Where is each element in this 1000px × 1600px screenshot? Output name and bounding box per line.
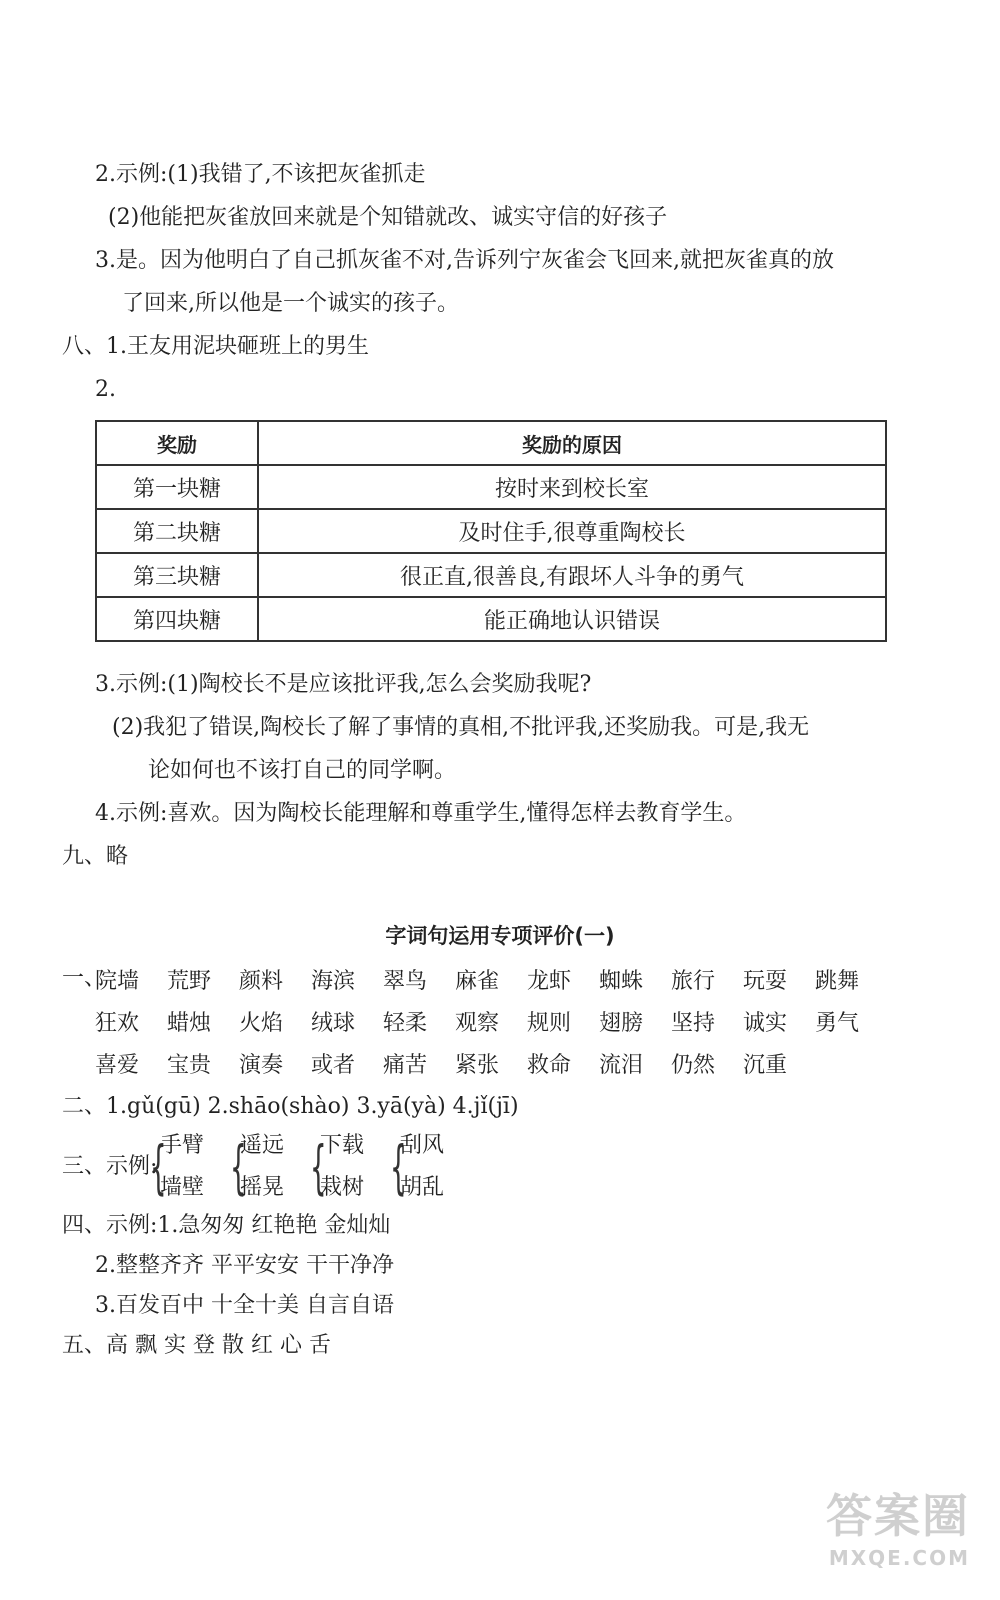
word-item: 绒球 (311, 1011, 356, 1036)
word-item: 观察 (455, 1011, 500, 1036)
pair-word: 下载 (320, 1133, 365, 1158)
table-cell: 第三块糖 (96, 553, 258, 597)
word-item: 院墙 (95, 969, 140, 994)
word-item: 勇气 (815, 1011, 860, 1036)
table-header: 奖励 (96, 421, 258, 465)
word-item: 蜡烛 (167, 1011, 212, 1036)
brace-icon: { (230, 1133, 247, 1201)
text-line: 3.百发百中 十全十美 自言自语 (95, 1293, 394, 1318)
pair-word: 胡乱 (400, 1175, 445, 1200)
table-row (96, 509, 886, 553)
table-header-row (96, 421, 886, 465)
table-row (96, 553, 886, 597)
word-item: 坚持 (671, 1011, 716, 1036)
text-line: 八、1.王友用泥块砸班上的男生 (62, 334, 369, 359)
text-line: 3.示例:(1)陶校长不是应该批评我,怎么会奖励我呢? (95, 672, 592, 697)
table-row (96, 597, 886, 641)
word-item: 演奏 (239, 1053, 284, 1078)
word-item: 诚实 (743, 1011, 788, 1036)
pair-word: 手臂 (160, 1133, 205, 1158)
table-cell: 第一块糖 (96, 465, 258, 509)
word-item: 喜爱 (95, 1053, 140, 1078)
pair-word: 遥远 (240, 1133, 285, 1158)
word-row (95, 1048, 815, 1079)
text-line: 九、略 (62, 844, 129, 869)
word-item: 麻雀 (455, 969, 500, 994)
text-line: 五、高 飘 实 登 散 红 心 舌 (62, 1333, 331, 1358)
word-item: 玩耍 (743, 969, 788, 994)
word-item: 翠鸟 (383, 969, 428, 994)
text-line: 4.示例:喜欢。因为陶校长能理解和尊重学生,懂得怎样去教育学生。 (95, 801, 747, 826)
text-line: 2.整整齐齐 平平安安 干干净净 (95, 1253, 394, 1278)
table-cell: 第四块糖 (96, 597, 258, 641)
question-prefix: 一、 (62, 966, 107, 991)
word-item: 蜘蛛 (599, 969, 644, 994)
text-line: 2.示例:(1)我错了,不该把灰雀抓走 (95, 162, 426, 187)
word-item: 痛苦 (383, 1053, 428, 1078)
pair-word: 墙壁 (160, 1175, 205, 1200)
watermark-text: 答案圈 (826, 1489, 970, 1543)
brace-icon: { (310, 1133, 327, 1201)
text-line: 二、1.gǔ(gū) 2.shāo(shào) 3.yā(yà) 4.jǐ(jī) (62, 1094, 519, 1119)
table-cell: 很正直,很善良,有跟坏人斗争的勇气 (258, 553, 886, 597)
table-row (96, 465, 886, 509)
reward-table (95, 420, 887, 642)
text-line: 了回来,所以他是一个诚实的孩子。 (122, 291, 459, 316)
text-line: 2. (95, 377, 116, 402)
table-cell: 按时来到校长室 (258, 465, 886, 509)
pair-word: 刮风 (400, 1133, 445, 1158)
word-row (95, 964, 887, 995)
table-cell: 能正确地认识错误 (258, 597, 886, 641)
text-line: (2)我犯了错误,陶校长了解了事情的真相,不批评我,还奖励我。可是,我无 (112, 715, 810, 740)
word-item: 海滨 (311, 969, 356, 994)
text-line: (2)他能把灰雀放回来就是个知错就改、诚实守信的好孩子 (108, 205, 668, 230)
word-item: 颜料 (239, 969, 284, 994)
word-row (95, 1006, 887, 1037)
question-prefix: 三、示例: (62, 1154, 158, 1179)
word-item: 仍然 (671, 1053, 716, 1078)
word-item: 跳舞 (815, 969, 860, 994)
table-header: 奖励的原因 (258, 421, 886, 465)
word-item: 沉重 (743, 1053, 788, 1078)
text-line: 论如何也不该打自己的同学啊。 (148, 758, 457, 783)
word-item: 救命 (527, 1053, 572, 1078)
word-item: 宝贵 (167, 1053, 212, 1078)
pair-word: 摇晃 (240, 1175, 285, 1200)
word-item: 旅行 (671, 969, 716, 994)
word-item: 狂欢 (95, 1011, 140, 1036)
table-cell: 第二块糖 (96, 509, 258, 553)
pair-word: 栽树 (320, 1175, 365, 1200)
table-cell: 及时住手,很尊重陶校长 (258, 509, 886, 553)
brace-icon: { (150, 1133, 167, 1201)
word-item: 龙虾 (527, 969, 572, 994)
brace-icon: { (390, 1133, 407, 1201)
word-item: 火焰 (239, 1011, 284, 1036)
section-title: 字词句运用专项评价(一) (385, 924, 615, 948)
text-line: 四、示例:1.急匆匆 红艳艳 金灿灿 (62, 1213, 391, 1238)
word-item: 流泪 (599, 1053, 644, 1078)
word-item: 翅膀 (599, 1011, 644, 1036)
word-item: 轻柔 (383, 1011, 428, 1036)
watermark-logo (826, 1480, 970, 1570)
word-item: 或者 (311, 1053, 356, 1078)
word-item: 紧张 (455, 1053, 500, 1078)
word-item: 荒野 (167, 969, 212, 994)
watermark-url: MXQE.COM (828, 1546, 970, 1570)
text-line: 3.是。因为他明白了自己抓灰雀不对,告诉列宁灰雀会飞回来,就把灰雀真的放 (95, 248, 834, 273)
word-item: 规则 (527, 1011, 572, 1036)
